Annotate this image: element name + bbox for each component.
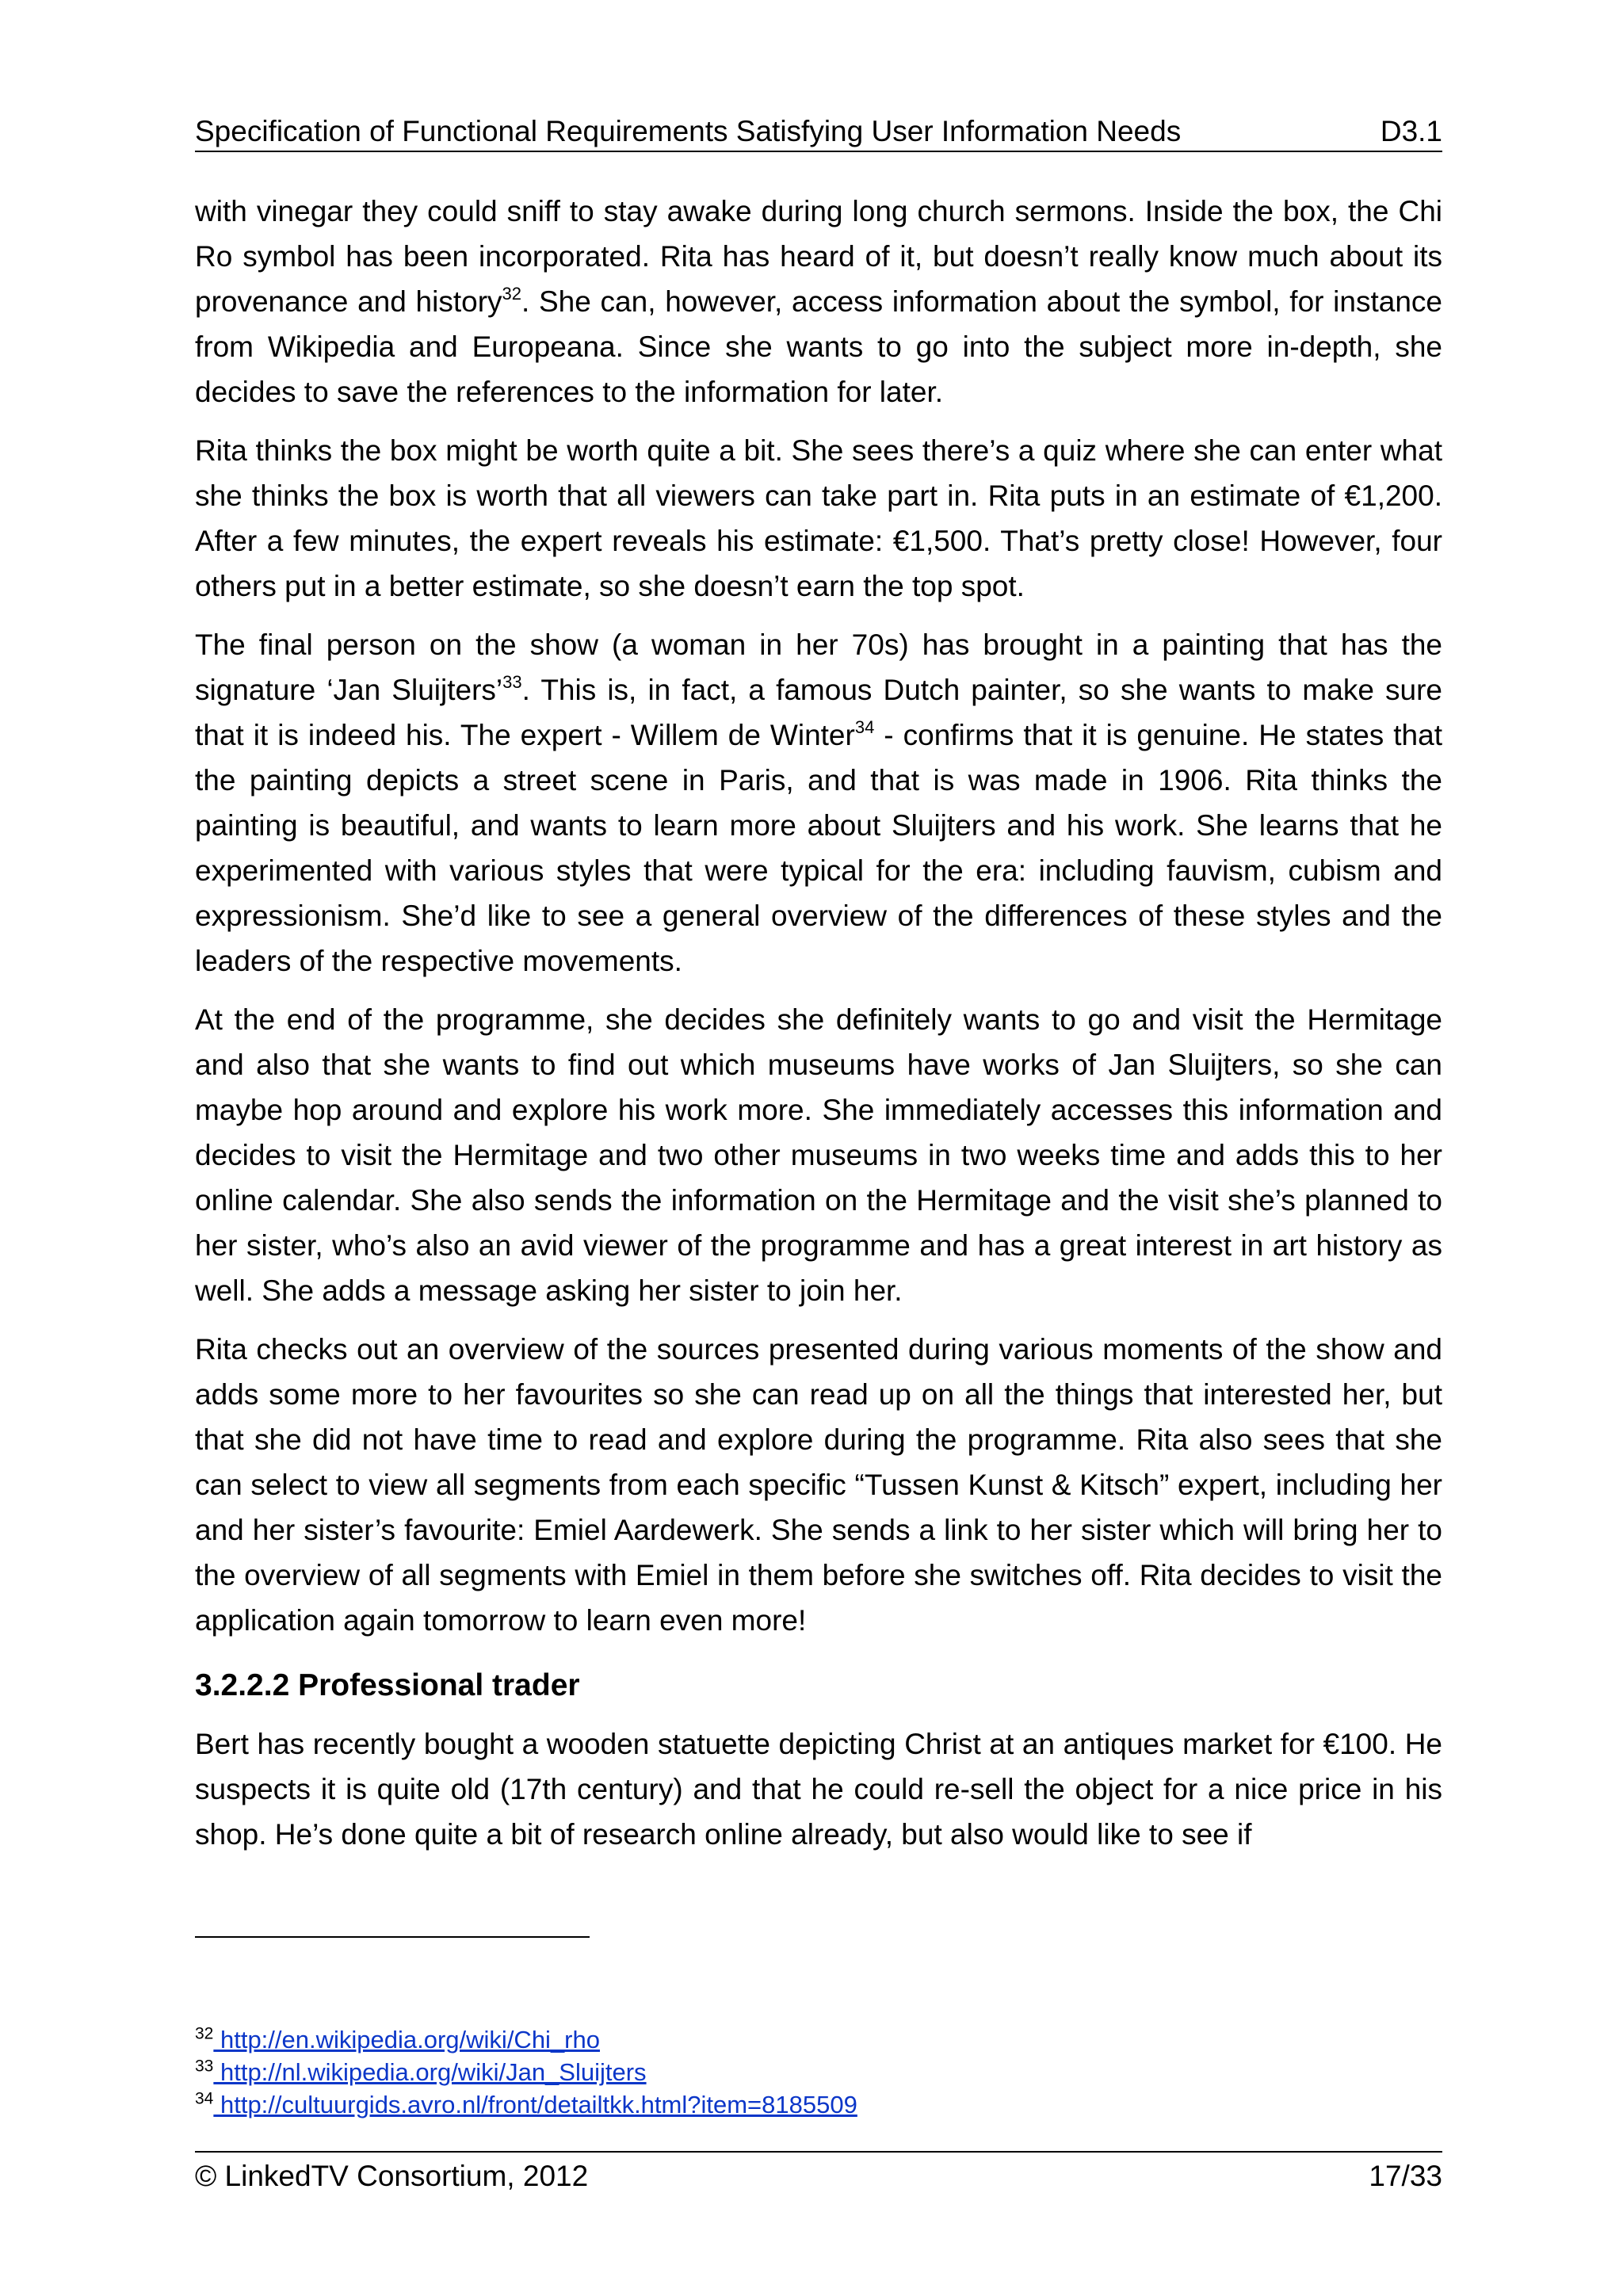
footnote-link[interactable]: http://cultuurgids.avro.nl/front/detailtkk.html?item=8185509 [213, 2091, 857, 2118]
paragraph: with vinegar they could sniff to stay awake during long church sermons. Inside the box, the Chi Ro symbol has been incorporated. Rita has heard of it, but doesn’t really know much about its provenance and history$^{32}$. She can, however, access information about the symbol, for instance from Wikipedia and Europeana. Since she wants to go into the subject more in-depth, she decides to save the references to the information for later. [195, 195, 1442, 408]
footnote [195, 2023, 857, 2056]
main-text [195, 189, 1442, 1870]
header-doc-id: D3.1 [1380, 115, 1442, 147]
footnote-number: 34 [195, 2089, 214, 2108]
footnotes [195, 2023, 857, 2121]
footnote [195, 2088, 857, 2121]
page-number: 17/33 [1369, 2160, 1442, 2192]
page-footer [195, 2151, 1442, 2191]
footnote-ref[interactable]: 32 [502, 283, 521, 304]
footnote-ref[interactable]: 34 [854, 716, 875, 737]
footnote-ref[interactable]: 33 [502, 671, 522, 692]
footnote-link[interactable]: http://nl.wikipedia.org/wiki/Jan_Sluijters [213, 2058, 647, 2086]
paragraph: Rita thinks the box might be worth quite a bit. She sees there’s a quiz where she can enter what she thinks the box is worth that all viewers can take part in. Rita puts in an estimate of €1,200. After a few minutes, the expert reveals his estimate: €1,500. That’s pretty close! However, four others put in a better estimate, so she doesn’t earn the top spot. [195, 434, 1442, 602]
page-header [195, 113, 1442, 152]
footer-copyright: © LinkedTV Consortium, 2012 [195, 2160, 589, 2192]
footnote-separator [195, 1936, 590, 1938]
footnote-link[interactable]: http://en.wikipedia.org/wiki/Chi_rho [213, 2026, 600, 2053]
paragraph: At the end of the programme, she decides she definitely wants to go and visit the Hermitage and also that she wants to find out which museums have works of Jan Sluijters, so she can maybe hop around and explore his work more. She immediately accesses this information and decides to visit the Hermitage and two other museums in two weeks time and adds this to her online calendar. She also sends the information on the Hermitage and the visit she’s planned to her sister, who’s also an avid viewer of the programme and has a great interest in art history as well. She adds a message asking her sister to join her. [195, 1003, 1442, 1307]
paragraph: Bert has recently bought a wooden statuette depicting Christ at an antiques market for €100. He suspects it is quite old (17th century) and that he could re-sell the object for a nice price in his shop. He’s done quite a bit of research online already, but also would like to see if [195, 1728, 1442, 1851]
footnote-number: 33 [195, 2057, 214, 2076]
paragraph: The final person on the show (a woman in her 70s) has brought in a painting that has the signature ‘Jan Sluijters’$^{33}$. This is, in fact, a famous Dutch painter, so she wants to make sure that it is indeed his. The expert - Willem de Winter$^{34}$ - confirms that it is genuine. He states that the painting depicts a street scene in Paris, and that is was made in 1906. Rita thinks the painting is beautiful, and wants to learn more about Sluijters and his work. She learns that he experimented with various styles that were typical for the era: including fauvism, cubism and expressionism. She’d like to see a general overview of the differences of these styles and the leaders of the respective movements. [195, 628, 1442, 977]
footnote-number: 32 [195, 2024, 214, 2043]
section-heading: 3.2.2.2 Professional trader [195, 1668, 580, 1702]
paragraph: Rita checks out an overview of the sources presented during various moments of the show and adds some more to her favourites so she can read up on all the things that interested her, but that she did not have time to read and explore during the programme. Rita also sees that she can select to view all segments from each specific “Tussen Kunst & Kitsch” expert, including her and her sister’s favourite: Emiel Aardewerk. She sends a link to her sister which will bring her to the overview of all segments with Emiel in them before she switches off. Rita decides to visit the application again tomorrow to learn even more! [195, 1333, 1442, 1637]
header-title: Specification of Functional Requirements Satisfying User Information Needs [195, 115, 1182, 147]
footnote [195, 2056, 857, 2088]
